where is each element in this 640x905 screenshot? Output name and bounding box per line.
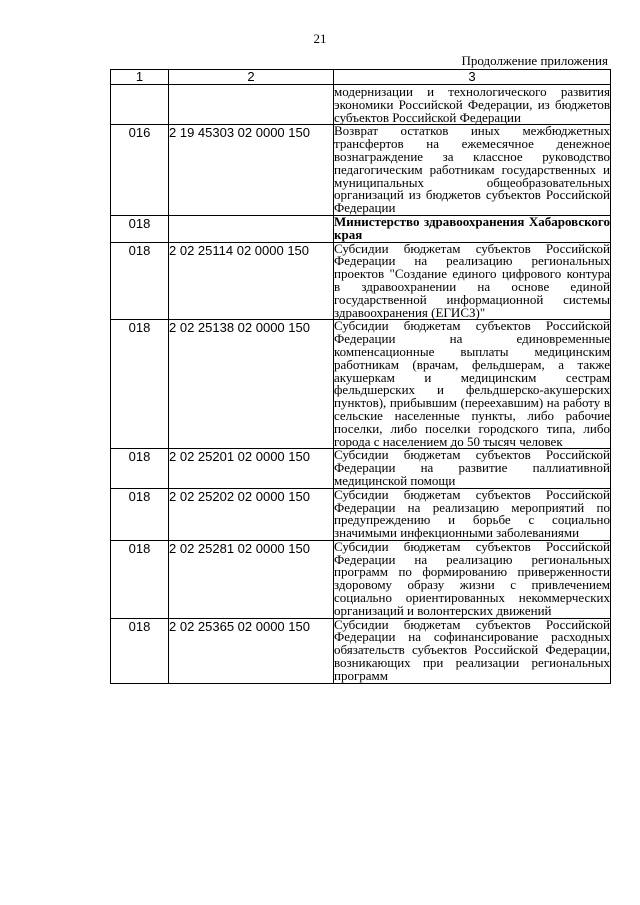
admin-code-cell: [111, 85, 169, 125]
table-row: [111, 320, 611, 449]
admin-code-cell: 018: [111, 540, 169, 618]
table-row: [111, 488, 611, 540]
admin-code-cell: 018: [111, 488, 169, 540]
budget-code-cell: [169, 215, 334, 242]
appendix-table: [110, 69, 611, 684]
budget-code-cell: 2 02 25114 02 0000 150: [169, 242, 334, 320]
table-row: [111, 242, 611, 320]
description-cell: Субсидии бюджетам субъектов Российской Федерации на реализацию региональных программ по формированию приверженности здоровому образу жизни с привлечением социально ориентированных некоммерческих организаций и волонтерских движений: [334, 538, 610, 618]
budget-code-cell: 2 02 25281 02 0000 150: [169, 540, 334, 618]
table-row: [111, 215, 611, 242]
description-cell: модернизации и технологического развития экономики Российской Федерации, из бюджетов субъектов Российской Федерации: [334, 84, 610, 125]
admin-code-cell: 018: [111, 215, 169, 242]
ministry-heading-cell: Министерство здравоохранения Хабаровского края: [334, 213, 610, 242]
page-number: 21: [313, 31, 327, 46]
column-header-1: 1: [111, 70, 169, 85]
admin-code-cell: 018: [111, 449, 169, 488]
table-row: [111, 449, 611, 488]
table-row: [111, 540, 611, 618]
admin-code-cell: 018: [111, 320, 169, 449]
continuation-label: Продолжение приложения: [461, 53, 608, 68]
table-row: [111, 125, 611, 216]
column-header-2: 2: [169, 70, 334, 85]
description-cell: Субсидии бюджетам субъектов Российской Федерации на софинансирование расходных обязательств субъектов Российской Федерации, возникающих при реализации региональных программ: [334, 616, 610, 683]
description-cell: Субсидии бюджетам субъектов Российской Федерации на единовременные компенсационные выплаты медицинским работникам (врачам, фельдшерам, а также акушеркам и медицинским сестрам фельдшерских и фельдшерско-акушерских пунктов), прибывшим (переехавшим) на работу в сельские населенные пункты, либо рабочие поселки, либо поселки городского типа, либо города с населением до 50 тысяч человек: [334, 318, 610, 449]
table-row: [111, 618, 611, 683]
description-cell: Субсидии бюджетам субъектов Российской Федерации на развитие паллиативной медицинской помощи: [334, 447, 610, 488]
budget-code-cell: 2 19 45303 02 0000 150: [169, 125, 334, 216]
admin-code-cell: 018: [111, 242, 169, 320]
budget-code-cell: 2 02 25138 02 0000 150: [169, 320, 334, 449]
admin-code-cell: 018: [111, 618, 169, 683]
column-header-3: 3: [334, 70, 611, 85]
budget-code-cell: 2 02 25365 02 0000 150: [169, 618, 334, 683]
budget-code-cell: 2 02 25201 02 0000 150: [169, 449, 334, 488]
budget-code-cell: [169, 85, 334, 125]
description-cell: Возврат остатков иных межбюджетных трансфертов на ежемесячное денежное вознаграждение за классное руководство педагогическим работникам государственных и муниципальных общеобразовательных организаций из бюджетов субъектов Российской Федерации: [334, 123, 610, 216]
table-header-row: [111, 70, 611, 85]
description-cell: Субсидии бюджетам субъектов Российской Федерации на реализацию мероприятий по предупреждению и борьбе с социально значимыми инфекционными заболеваниями: [334, 486, 610, 541]
description-cell: Субсидии бюджетам субъектов Российской Федерации на реализацию региональных проектов "Создание единого цифрового контура в здравоохранении на основе единой государственной информационной системы здравоохранения (ЕГИСЗ)": [334, 240, 610, 320]
table-row: [111, 85, 611, 125]
admin-code-cell: 016: [111, 125, 169, 216]
budget-code-cell: 2 02 25202 02 0000 150: [169, 488, 334, 540]
